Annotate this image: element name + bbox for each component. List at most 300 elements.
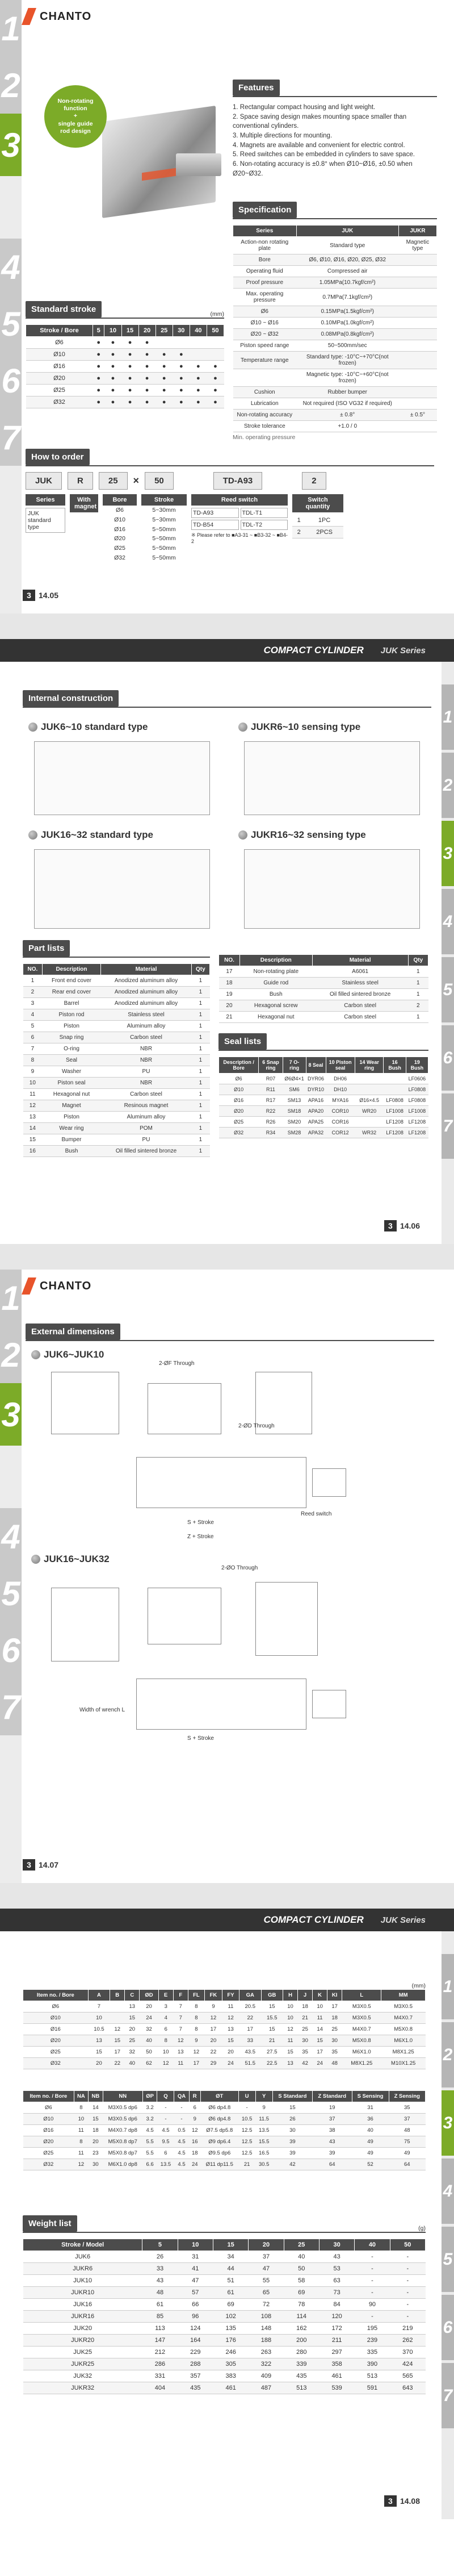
table-cell: 17 xyxy=(219,966,240,978)
table-row xyxy=(23,1123,210,1134)
table-cell: Hexagonal nut xyxy=(239,1012,312,1023)
order-code-quantity: 2 xyxy=(302,472,326,490)
table-cell: 31 xyxy=(352,2102,389,2114)
table-header: 15 xyxy=(121,325,138,337)
diagram-title: JUK6~10 standard type xyxy=(41,721,148,732)
bullet-icon xyxy=(238,723,247,732)
table-cell: 30.5 xyxy=(255,2159,272,2170)
features-title: Features xyxy=(233,80,280,96)
table-cell: 280 xyxy=(284,2347,319,2358)
table-cell: 18 xyxy=(189,2148,200,2159)
table-cell: JUKR20 xyxy=(23,2335,142,2347)
table-cell: 12 xyxy=(23,1100,43,1112)
table-cell: ● xyxy=(190,396,207,408)
table-cell xyxy=(190,337,207,349)
table-cell: - xyxy=(157,2114,174,2125)
table-cell: 16 xyxy=(23,1146,43,1157)
table-cell: 47 xyxy=(249,2263,284,2275)
table-row xyxy=(23,1066,210,1078)
table-cell: Ø16 xyxy=(219,1095,259,1106)
table-cell: Anodized aluminum alloy xyxy=(101,987,192,998)
table-cell: 12 xyxy=(222,2013,239,2024)
table-cell: 40 xyxy=(140,2035,158,2047)
parts-header: Qty xyxy=(408,955,428,966)
table-cell: 643 xyxy=(390,2382,425,2394)
table-cell: 15 xyxy=(222,2035,239,2047)
table-cell: 2 xyxy=(23,987,43,998)
tab-number: 5 xyxy=(0,1565,22,1622)
tab-number: 1 xyxy=(0,0,22,57)
table-cell: 25 xyxy=(298,2024,313,2035)
page-number-text: 14.05 xyxy=(39,591,59,600)
specification-section xyxy=(233,202,437,441)
table-cell: JUKR25 xyxy=(23,2358,142,2370)
table-header: R xyxy=(189,2091,200,2102)
badge-line: single guide xyxy=(58,120,93,127)
table-cell: POM xyxy=(101,1123,192,1134)
table-cell: 65 xyxy=(249,2287,284,2299)
table-cell: A6061 xyxy=(312,966,408,978)
table-cell: Carbon steel xyxy=(312,1000,408,1012)
chapter-box: 3 xyxy=(384,1220,397,1231)
tab-number: 5 xyxy=(442,2227,454,2292)
chapter-box: 3 xyxy=(384,2495,397,2507)
feature-item: 1. Rectangular compact housing and light weight. xyxy=(233,104,376,111)
table-cell: 1 xyxy=(191,1078,209,1089)
feature-item: 2. Space saving design makes mounting space smaller than conventional cylinders. xyxy=(233,113,407,130)
parts-header: Material xyxy=(101,964,192,975)
table-cell: 13.5 xyxy=(255,2125,272,2136)
diagram-title: JUK16~32 standard type xyxy=(41,829,153,840)
table-row xyxy=(233,387,437,398)
table-header: 10 xyxy=(178,2239,213,2251)
table-cell: ● xyxy=(104,337,121,349)
tab-number: 6 xyxy=(442,1025,454,1091)
table-cell: 0.5 xyxy=(174,2125,189,2136)
table-cell: 487 xyxy=(249,2382,284,2394)
table-cell: NBR xyxy=(101,1055,192,1066)
table-cell: 32 xyxy=(125,2047,140,2058)
dimensions-table-2 xyxy=(23,2090,426,2170)
table-cell: Anodized aluminum alloy xyxy=(101,975,192,987)
table-cell: Max. operating pressure xyxy=(233,289,297,306)
table-cell: 40 xyxy=(352,2125,389,2136)
table-cell: Ø6 xyxy=(233,306,297,318)
table-cell: Oil filled sintered bronze xyxy=(312,989,408,1000)
table-cell: ● xyxy=(138,337,155,349)
table-cell: 148 xyxy=(249,2323,284,2335)
tab-number: 4 xyxy=(442,889,454,954)
tab-number: 4 xyxy=(0,239,22,295)
diagram-title: JUKR16~32 sensing type xyxy=(251,829,366,840)
table-cell: 135 xyxy=(213,2323,248,2335)
table-cell xyxy=(190,349,207,361)
stroke-option: 5~50mm xyxy=(152,545,176,552)
table-cell: ± 0.5° xyxy=(398,410,436,421)
table-cell: 12 xyxy=(188,2047,204,2058)
page-banner xyxy=(0,1909,454,1931)
table-cell: Lubrication xyxy=(233,398,297,410)
table-cell: 108 xyxy=(249,2311,284,2323)
bullet-icon xyxy=(28,830,37,840)
table-cell xyxy=(384,1074,406,1084)
table-cell: 286 xyxy=(142,2358,178,2370)
table-row xyxy=(23,1078,210,1089)
table-cell: 17 xyxy=(313,2047,327,2058)
label-reed-switch: Reed switch xyxy=(191,494,288,506)
table-cell: 15 xyxy=(272,2102,312,2114)
table-cell: 84 xyxy=(319,2299,354,2311)
table-row xyxy=(23,1043,210,1055)
table-cell: ● xyxy=(190,385,207,396)
table-cell: 55 xyxy=(249,2275,284,2287)
table-cell: 370 xyxy=(390,2347,425,2358)
table-header: 25 xyxy=(155,325,173,337)
table-header: 20 xyxy=(249,2239,284,2251)
table-cell: Standard type xyxy=(296,237,398,254)
unit-label: (mm) xyxy=(210,311,224,318)
bore-list xyxy=(103,506,137,563)
table-cell: 48 xyxy=(142,2287,178,2299)
table-cell: 15.5 xyxy=(261,2013,283,2024)
cross-section-diagram xyxy=(244,741,420,815)
table-cell: 6 xyxy=(189,2102,200,2114)
table-cell: 6 xyxy=(158,2024,173,2035)
table-cell: JUKR10 xyxy=(23,2287,142,2299)
order-code-bore: 25 xyxy=(99,472,128,490)
how-to-order-title: How to order xyxy=(26,449,90,465)
tab-number: 5 xyxy=(442,957,454,1022)
table-cell: 15 xyxy=(88,2047,110,2058)
part-lists-table-2 xyxy=(218,954,428,1023)
page-banner xyxy=(0,639,454,662)
table-cell: 1 xyxy=(191,1009,209,1021)
tab-number: 7 xyxy=(442,2363,454,2428)
table-cell: 43.5 xyxy=(239,2047,262,2058)
table-cell: Ø10 ~ Ø16 xyxy=(233,318,297,329)
table-header: QA xyxy=(174,2091,189,2102)
table-cell xyxy=(173,337,190,349)
how-to-order-section xyxy=(26,449,434,563)
table-cell: Piston rod xyxy=(42,1009,101,1021)
reed-type-grid xyxy=(191,508,288,530)
table-cell: M8X1.25 xyxy=(342,2058,381,2069)
logo-icon xyxy=(22,8,36,25)
table-cell: - xyxy=(174,2114,189,2125)
table-header: 16 Bush xyxy=(384,1057,406,1074)
table-cell: Operating fluid xyxy=(233,266,297,277)
table-cell: Washer xyxy=(42,1066,101,1078)
table-cell: M6X1.0 xyxy=(342,2047,381,2058)
table-row xyxy=(23,2287,426,2299)
table-cell: Ø10 xyxy=(23,2114,74,2125)
table-cell: 72 xyxy=(249,2299,284,2311)
table-cell: 69 xyxy=(284,2287,319,2299)
table-cell: 39 xyxy=(272,2148,312,2159)
order-code-stroke: 50 xyxy=(145,472,174,490)
table-cell: 7 xyxy=(173,2001,188,2013)
table-cell: WR20 xyxy=(355,1106,384,1117)
table-cell: 37 xyxy=(249,2251,284,2263)
table-cell: 40 xyxy=(125,2058,140,2069)
table-cell: SM13 xyxy=(283,1095,306,1106)
seal-lists-table xyxy=(218,1057,428,1138)
table-row xyxy=(233,266,437,277)
table-cell: 4.5 xyxy=(174,2136,189,2148)
table-header: KI xyxy=(327,1990,342,2001)
table-row xyxy=(23,2125,426,2136)
table-cell xyxy=(233,369,297,387)
table-cell: 10 xyxy=(74,2114,88,2125)
table-header: Y xyxy=(255,2091,272,2102)
order-code-switch: TD-A93 xyxy=(213,472,263,490)
table-cell xyxy=(398,289,436,306)
table-cell: - xyxy=(390,2275,425,2287)
weight-list-section xyxy=(23,2215,426,2394)
tab-number-active: 3 xyxy=(442,2090,454,2156)
table-cell: ● xyxy=(93,385,104,396)
table-cell: ● xyxy=(155,361,173,373)
table-cell: 22 xyxy=(110,2058,125,2069)
table-cell: 34 xyxy=(213,2251,248,2263)
table-cell: 4.5 xyxy=(174,2148,189,2159)
table-cell: Rubber bumper xyxy=(296,387,398,398)
table-header: S Standard xyxy=(272,2091,312,2102)
table-cell: 21 xyxy=(238,2159,255,2170)
table-cell: 53 xyxy=(319,2263,354,2275)
table-header: B xyxy=(110,1990,125,2001)
table-cell: 17 xyxy=(205,2024,222,2035)
stroke-list xyxy=(141,506,187,563)
table-cell: JUK16 xyxy=(23,2299,142,2311)
table-header: 40 xyxy=(190,325,207,337)
table-cell: 49 xyxy=(352,2136,389,2148)
table-row xyxy=(23,2358,426,2370)
table-cell: 147 xyxy=(142,2335,178,2347)
stroke-option: 5~50mm xyxy=(152,535,176,542)
table-cell: M3X0.5 dp6 xyxy=(103,2114,142,2125)
table-cell: ● xyxy=(190,373,207,385)
table-cell: 6.6 xyxy=(142,2159,157,2170)
table-row xyxy=(23,2382,426,2394)
table-cell: 63 xyxy=(319,2275,354,2287)
standard-stroke-table xyxy=(26,324,224,408)
qty-code: 1 xyxy=(292,515,305,527)
dim-label: 2-ØO Through xyxy=(221,1565,258,1571)
table-cell: SM6 xyxy=(283,1084,306,1095)
table-row xyxy=(233,329,437,340)
table-cell: 22.5 xyxy=(261,2058,283,2069)
table-cell: 16 xyxy=(189,2136,200,2148)
table-cell: Ø6, Ø10, Ø16, Ø20, Ø25, Ø32 xyxy=(296,254,398,266)
table-cell: Ø20 xyxy=(23,2035,89,2047)
table-row xyxy=(23,2323,426,2335)
table-cell: 331 xyxy=(142,2370,178,2382)
table-cell: COR16 xyxy=(326,1117,355,1128)
table-cell: 15 xyxy=(283,2047,298,2058)
table-cell: 52 xyxy=(352,2159,389,2170)
parts-header: NO. xyxy=(219,955,240,966)
table-cell: - xyxy=(355,2263,390,2275)
left-tab-strip xyxy=(0,1270,22,1883)
table-header: Stroke / Model xyxy=(23,2239,142,2251)
table-header: 25 xyxy=(284,2239,319,2251)
table-cell: ● xyxy=(138,349,155,361)
table-cell: 10 xyxy=(283,2013,298,2024)
table-header: GA xyxy=(239,1990,262,2001)
table-cell: - xyxy=(390,2263,425,2275)
table-row xyxy=(23,2347,426,2358)
parts-header: Material xyxy=(312,955,408,966)
table-row xyxy=(233,318,437,329)
table-cell: M5X0.8 dp7 xyxy=(103,2136,142,2148)
table-cell: Stroke tolerance xyxy=(233,421,297,432)
table-cell: 64 xyxy=(312,2159,352,2170)
specification-table xyxy=(233,225,437,432)
seal-lists-title: Seal lists xyxy=(218,1033,267,1050)
table-cell: 0.10MPa(1.0kgf/cm²) xyxy=(296,318,398,329)
catalog-page-3 xyxy=(0,1270,454,1883)
spec-header: Series xyxy=(233,226,297,237)
table-cell: +1.0 / 0 xyxy=(296,421,398,432)
table-cell: Compressed air xyxy=(296,266,398,277)
tab-number: 1 xyxy=(442,1954,454,2019)
table-cell: 2 xyxy=(408,1000,428,1012)
banner-title: COMPACT CYLINDER xyxy=(263,645,364,656)
table-cell: ● xyxy=(138,361,155,373)
table-cell: 20 xyxy=(89,2136,103,2148)
table-cell: ● xyxy=(93,373,104,385)
tab-number: 7 xyxy=(0,1679,22,1735)
table-header: NA xyxy=(74,2091,88,2102)
dim-label: Z + Stroke xyxy=(187,1534,214,1540)
feature-badge xyxy=(44,85,107,148)
table-cell: 322 xyxy=(249,2358,284,2370)
table-cell: 11 xyxy=(173,2058,188,2069)
bore-option: Ø10 xyxy=(114,516,125,523)
table-cell: 49 xyxy=(389,2148,425,2159)
table-row xyxy=(233,254,437,266)
logo-text: CHANTO xyxy=(40,1279,92,1292)
right-tab-strip xyxy=(442,1931,454,2519)
table-cell: 8 xyxy=(23,1055,43,1066)
table-header: 40 xyxy=(355,2239,390,2251)
table-cell xyxy=(398,329,436,340)
unit-label: (mm) xyxy=(411,1982,426,1989)
table-header: ØP xyxy=(142,2091,157,2102)
table-header: 6 Snap ring xyxy=(259,1057,283,1074)
table-cell: 390 xyxy=(355,2358,390,2370)
table-cell: LF1208 xyxy=(384,1117,406,1128)
table-header: 8 Seal xyxy=(306,1057,326,1074)
tab-number: 6 xyxy=(442,2295,454,2360)
table-cell: SM28 xyxy=(283,1128,306,1138)
table-header: Description / Bore xyxy=(219,1057,259,1074)
table-cell: M10X1.25 xyxy=(381,2058,426,2069)
table-cell: ● xyxy=(173,349,190,361)
label-bore: Bore xyxy=(103,494,137,506)
tab-number: 4 xyxy=(442,2159,454,2224)
label-series: Series xyxy=(26,494,65,506)
reed-type: TDL-T1 xyxy=(241,508,288,518)
table-cell: 15 xyxy=(89,2114,103,2125)
table-cell: ± 0.8° xyxy=(296,410,398,421)
table-header: C xyxy=(125,1990,140,2001)
table-cell: Snap ring xyxy=(42,1032,101,1043)
table-cell: 404 xyxy=(142,2382,178,2394)
table-cell: 43 xyxy=(142,2275,178,2287)
table-header: F xyxy=(173,1990,188,2001)
table-cell: JUKR16 xyxy=(23,2311,142,2323)
table-header: GB xyxy=(261,1990,283,2001)
table-cell: Piston xyxy=(42,1112,101,1123)
table-cell: ● xyxy=(93,361,104,373)
table-row xyxy=(233,306,437,318)
table-cell: 10 xyxy=(88,2013,110,2024)
table-cell: ● xyxy=(121,396,138,408)
table-cell: 29 xyxy=(205,2058,222,2069)
table-cell: 69 xyxy=(213,2299,248,2311)
table-cell xyxy=(398,306,436,318)
table-cell: Carbon steel xyxy=(312,1012,408,1023)
table-cell: 229 xyxy=(178,2347,213,2358)
dim-label: S + Stroke xyxy=(187,1519,214,1526)
table-cell: 30 xyxy=(298,2035,313,2047)
table-cell: 0.7MPa(7.1kgf/cm²) xyxy=(296,289,398,306)
table-cell: ● xyxy=(190,361,207,373)
table-row xyxy=(23,1032,210,1043)
table-cell: LF1008 xyxy=(406,1106,428,1117)
series-note: JUK standard type xyxy=(26,508,65,533)
table-cell: 37 xyxy=(312,2114,352,2125)
table-cell: 57 xyxy=(178,2287,213,2299)
table-cell: APA25 xyxy=(306,1117,326,1128)
table-cell: Stainless steel xyxy=(312,978,408,989)
stroke-option: 5~50mm xyxy=(152,554,176,561)
table-cell: Action-non rotating plate xyxy=(233,237,297,254)
table-cell: 23 xyxy=(89,2148,103,2159)
table-cell: Standard type: -10°C~+70°C(not frozen) xyxy=(296,352,398,369)
table-cell: 15 xyxy=(110,2035,125,2047)
table-cell: 10 xyxy=(313,2001,327,2013)
parts-header: Qty xyxy=(191,964,209,975)
badge-line: + xyxy=(73,112,78,120)
dimensions-table-1-wrap xyxy=(23,1982,426,2069)
table-cell: 11 xyxy=(74,2125,88,2136)
table-cell: DH06 xyxy=(326,1074,355,1084)
table-cell: 22 xyxy=(239,2013,262,2024)
table-cell: 1 xyxy=(191,1021,209,1032)
standard-stroke-section xyxy=(26,301,224,408)
table-cell: 1 xyxy=(191,1043,209,1055)
table-cell: - xyxy=(355,2287,390,2299)
bullet-icon xyxy=(31,1555,40,1564)
page-number-text: 14.07 xyxy=(39,1860,59,1869)
table-cell: JUK20 xyxy=(23,2323,142,2335)
logo-icon xyxy=(22,1277,36,1295)
table-cell: 20 xyxy=(219,1000,240,1012)
table-cell: M5X0.8 xyxy=(381,2024,426,2035)
table-row xyxy=(219,1012,428,1023)
table-row xyxy=(23,2058,426,2069)
part-lists-section xyxy=(23,940,210,1157)
tab-number: 6 xyxy=(0,1622,22,1679)
table-cell: Non-rotating accuracy xyxy=(233,410,297,421)
table-cell: 7 xyxy=(23,1043,43,1055)
table-cell: 26 xyxy=(272,2114,312,2125)
table-cell: 30 xyxy=(327,2035,342,2047)
dimension-drawing xyxy=(51,1565,414,1752)
